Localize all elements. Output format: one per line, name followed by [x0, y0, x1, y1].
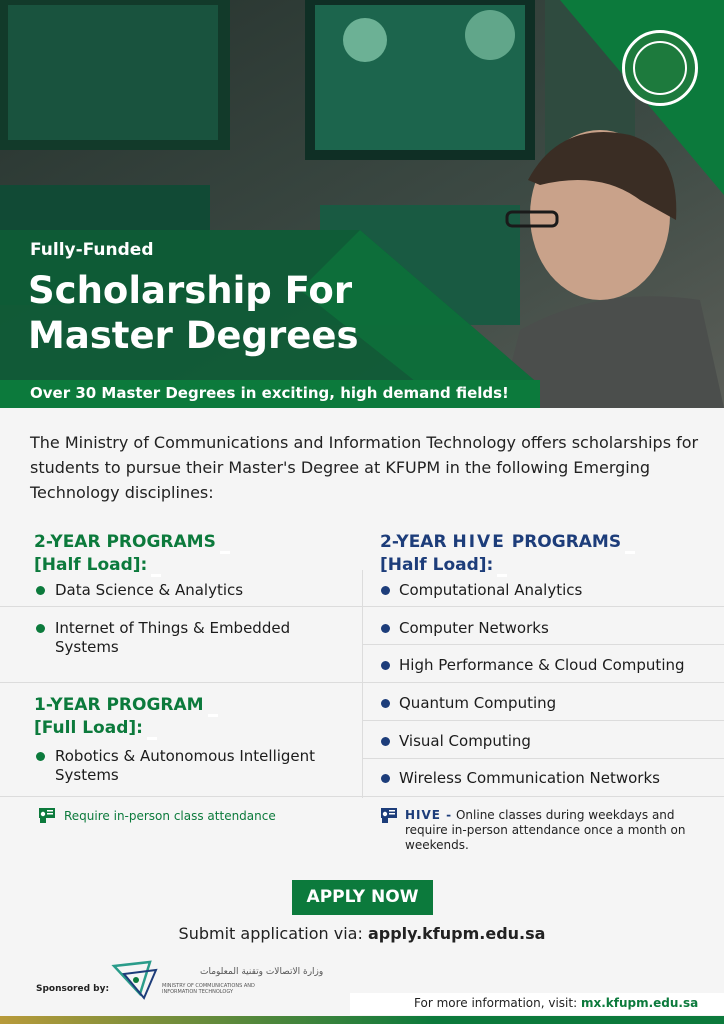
- two-year-title: 2-YEAR PROGRAMS: [34, 532, 216, 552]
- list-item: Computational Analytics: [399, 581, 583, 599]
- hive-heading: [380, 531, 635, 577]
- list-item: Visual Computing: [399, 732, 531, 750]
- bullet-icon: [381, 774, 390, 783]
- list-item: Computer Networks: [399, 619, 549, 637]
- one-year-title: 1-YEAR PROGRAM: [34, 695, 204, 715]
- divider: [362, 720, 724, 721]
- hive-title-post: PROGRAMS: [511, 532, 622, 552]
- hero-banner: [0, 0, 724, 408]
- bullet-icon: [36, 624, 45, 633]
- bottom-accent-bar: [0, 1016, 724, 1024]
- divider: [0, 606, 362, 607]
- bullet-icon: [381, 699, 390, 708]
- divider: [362, 606, 724, 607]
- submit-line: [0, 924, 724, 943]
- submit-text: Submit application via:: [178, 924, 363, 943]
- two-year-load: [Half Load]:: [34, 555, 148, 575]
- divider: [0, 682, 362, 683]
- one-year-load: [Full Load]:: [34, 718, 143, 738]
- two-year-heading: [34, 531, 230, 577]
- hero-subtitle: Fully-Funded: [30, 240, 154, 260]
- hero-title: Scholarship For Master Degrees: [28, 269, 359, 357]
- bullet-icon: [36, 752, 45, 761]
- ministry-name-ar: وزارة الاتصالات وتقنية المعلومات: [200, 967, 324, 977]
- list-item: Robotics & Autonomous Intelligent Systems: [55, 747, 316, 784]
- sponsored-by-label: Sponsored by:: [36, 984, 110, 994]
- more-info-text: For more information, visit:: [414, 996, 578, 1010]
- hive-note: [405, 808, 705, 853]
- classroom-icon: [380, 807, 398, 823]
- apply-now-button[interactable]: APPLY NOW: [292, 880, 433, 915]
- more-info-bar: [350, 993, 724, 1015]
- in-person-note: Require in-person class attendance: [64, 809, 276, 823]
- list-item: Internet of Things & Embedded Systems: [55, 619, 291, 656]
- bullet-icon: [381, 624, 390, 633]
- kfupm-seal-logo: [622, 30, 698, 106]
- bullet-icon: [381, 737, 390, 746]
- one-year-heading: [34, 694, 218, 740]
- hive-title-pre: 2-YEAR: [380, 532, 447, 552]
- submit-url-link[interactable]: apply.kfupm.edu.sa: [367, 924, 546, 943]
- hive-note-label: HIVE -: [405, 808, 453, 822]
- divider: [362, 682, 724, 683]
- list-item: High Performance & Cloud Computing: [399, 656, 685, 674]
- column-divider: [362, 570, 363, 798]
- ministry-name-en: MINISTRY OF COMMUNICATIONS AND INFORMATION TECHNOLOGY: [162, 983, 255, 995]
- bullet-icon: [36, 586, 45, 595]
- divider: [362, 644, 724, 645]
- bullet-icon: [381, 586, 390, 595]
- hive-logo-text: HIVE: [452, 532, 506, 552]
- hero-strip: Over 30 Master Degrees in exciting, high demand fields!: [0, 380, 540, 408]
- list-item: Quantum Computing: [399, 694, 557, 712]
- bullet-icon: [381, 661, 390, 670]
- divider: [362, 758, 724, 759]
- list-item: Data Science & Analytics: [55, 581, 244, 599]
- ministry-logo: [110, 960, 162, 1000]
- more-info-link[interactable]: mx.kfupm.edu.sa: [580, 996, 699, 1010]
- intro-paragraph: The Ministry of Communications and Information Technology offers scholarships for students to pursue their Master's Degree at KFUPM in the following Emerging Technology disciplines:: [30, 433, 699, 502]
- hive-note-text: Online classes during weekdays and require in-person attendance once a month on weekends.: [405, 808, 686, 852]
- hive-load: [Half Load]:: [380, 555, 494, 575]
- list-item: Wireless Communication Networks: [399, 769, 660, 787]
- classroom-icon: [38, 807, 56, 823]
